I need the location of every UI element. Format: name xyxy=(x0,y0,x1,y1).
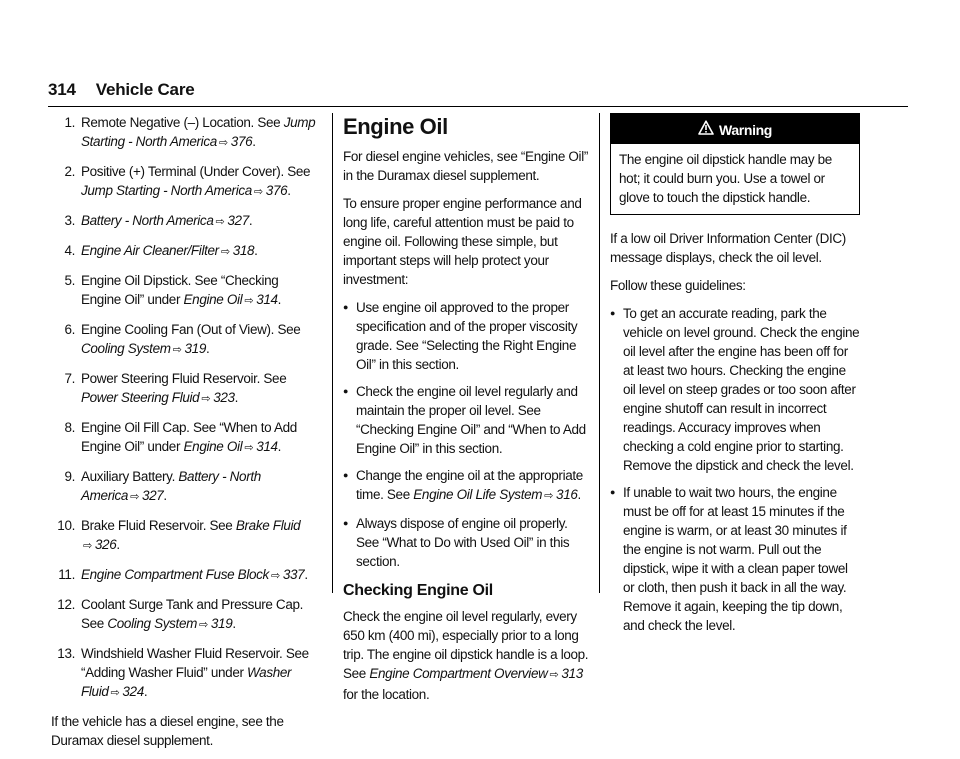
bullet-item: ● To get an accurate reading, park the vehicle on level ground. Check the engine oil level after the engine has been off for at least two hours. Checking the engine oil level on steep grades or too soon after engine shutoff can result in incorrect readings. Accuracy improves when checking a cold engine prior to starting. Remove the dipstick and check the level. xyxy=(610,304,860,475)
section-heading: Engine Oil xyxy=(343,114,448,139)
page-ref-arrow-icon xyxy=(214,213,228,228)
page-ref[interactable]: 376 xyxy=(265,183,288,198)
paragraph: Check the engine oil level regularly, every 650 km (400 mi), especially prior to a long trip. The engine oil dipstick handle is a loop. See Engine Compartment Overview⇨ 313 for the location. xyxy=(343,607,589,704)
cross-reference[interactable]: Engine Oil Life System xyxy=(413,487,543,502)
list-item: 12. Coolant Surge Tank and Pressure Cap. See Cooling System⇨ 319. xyxy=(48,595,318,635)
page-ref[interactable]: 323 xyxy=(213,390,235,405)
cross-reference[interactable]: Jump Starting - North America xyxy=(81,183,252,198)
warning-title: Warning xyxy=(718,122,773,138)
page-ref[interactable]: 314 xyxy=(256,439,278,454)
list-item: 10. Brake Fluid Reservoir. See Brake Fluid ⇨ 326. xyxy=(48,516,318,556)
page-ref-arrow-icon xyxy=(217,134,231,149)
column-divider xyxy=(332,113,333,593)
list-item: 9. Auxiliary Battery. Battery - North America⇨ 327. xyxy=(48,467,318,507)
page-ref-arrow-icon xyxy=(252,183,266,198)
list-item: 5. Engine Oil Dipstick. See “Checking Engine Oil” under Engine Oil⇨ 314. xyxy=(48,271,318,311)
column-divider xyxy=(599,113,600,593)
page-ref-arrow-icon xyxy=(242,292,256,307)
page-ref-arrow-icon xyxy=(109,684,123,699)
bullet-item: ● If unable to wait two hours, the engine must be off for at least 15 minutes if the engine is warm, or at least 30 minutes if the engine is not warm. Pull out the dipstick, wipe it with a clean paper towel or cloth, then push it back in all the way. Remove it again, keeping the tip down, and check the level. xyxy=(610,483,860,635)
page-title: Vehicle Care xyxy=(95,80,195,99)
page-ref[interactable]: 327 xyxy=(227,213,249,228)
page-header xyxy=(48,80,195,100)
cross-reference[interactable]: Brake Fluid xyxy=(235,518,301,533)
cross-reference[interactable]: Battery - North America xyxy=(81,469,261,503)
checking-guidelines-list xyxy=(610,304,860,635)
paragraph: Follow these guidelines: xyxy=(610,278,746,293)
bullet-item: ● Use engine oil approved to the proper specification and of the proper viscosity grade. See “Selecting the Right Engine Oil” in this section. xyxy=(343,298,589,374)
page-ref[interactable]: 337 xyxy=(282,567,305,582)
page-ref[interactable]: 314 xyxy=(256,292,278,307)
paragraph: For diesel engine vehicles, see “Engine Oil” in the Duramax diesel supplement. xyxy=(343,149,588,183)
page-ref[interactable]: 327 xyxy=(141,488,164,503)
page-ref[interactable]: 324 xyxy=(122,684,144,699)
cross-reference[interactable]: Engine Air Cleaner/Filter xyxy=(81,243,219,258)
bullet-item: ● Change the engine oil at the appropriate time. See Engine Oil Life System⇨ 316. xyxy=(343,466,589,506)
engine-compartment-list xyxy=(48,113,318,703)
cross-reference[interactable]: Battery - North America xyxy=(81,213,214,228)
page-ref-arrow-icon xyxy=(548,666,562,681)
page-ref[interactable]: 319 xyxy=(184,341,206,356)
list-item: 1. Remote Negative (–) Location. See Jump Starting - North America⇨ 376. xyxy=(48,113,318,153)
bullet-item: ● Always dispose of engine oil properly. See “What to Do with Used Oil” in this section. xyxy=(343,514,589,571)
warning-text: The engine oil dipstick handle may be hot; it could burn you. Use a towel or glove to touch the dipstick handle. xyxy=(619,152,832,205)
list-item: 8. Engine Oil Fill Cap. See “When to Add Engine Oil” under Engine Oil⇨ 314. xyxy=(48,418,318,458)
list-item: 13. Windshield Washer Fluid Reservoir. See “Adding Washer Fluid” under Washer Fluid⇨ 324. xyxy=(48,644,318,703)
warning-triangle-icon xyxy=(698,114,714,146)
diesel-note: If the vehicle has a diesel engine, see the Duramax diesel supplement. xyxy=(51,714,284,748)
paragraph: If a low oil Driver Information Center (DIC) message displays, check the oil level. xyxy=(610,231,846,265)
list-item: 7. Power Steering Fluid Reservoir. See Power Steering Fluid⇨ 323. xyxy=(48,369,318,409)
list-item: 11. Engine Compartment Fuse Block⇨ 337. xyxy=(48,565,318,586)
page-ref-arrow-icon xyxy=(269,567,283,582)
page-ref[interactable]: 318 xyxy=(232,243,255,258)
list-item: 6. Engine Cooling Fan (Out of View). See Cooling System⇨ 319. xyxy=(48,320,318,360)
oil-guidelines-list xyxy=(343,298,589,571)
page-ref-arrow-icon xyxy=(542,487,556,502)
warning-box xyxy=(610,113,860,215)
cross-reference[interactable]: Engine Compartment Fuse Block xyxy=(81,567,269,582)
bullet-item: ● Check the engine oil level regularly and maintain the proper oil level. See “Checking Engine Oil” and “When to Add Engine Oil” in this section. xyxy=(343,382,589,458)
left-column xyxy=(48,113,318,759)
page-ref-arrow-icon xyxy=(199,390,213,405)
page-number: 314 xyxy=(48,80,76,99)
paragraph: To ensure proper engine performance and long life, careful attention must be paid to engine oil. Following these simple, but important steps will help protect your investment: xyxy=(343,196,582,287)
warning-header xyxy=(611,114,859,144)
header-rule xyxy=(48,106,908,107)
page-ref[interactable]: 313 xyxy=(561,666,583,681)
cross-reference[interactable]: Jump Starting - North America xyxy=(81,115,316,149)
cross-reference[interactable]: Engine Compartment Overview xyxy=(369,666,548,681)
list-item: 4. Engine Air Cleaner/Filter⇨ 318. xyxy=(48,241,318,262)
cross-reference[interactable]: Washer Fluid xyxy=(81,665,292,699)
page-ref[interactable]: 376 xyxy=(230,134,253,149)
middle-column xyxy=(343,113,589,713)
cross-reference[interactable]: Cooling System xyxy=(81,341,171,356)
page-ref-arrow-icon xyxy=(197,616,211,631)
right-column xyxy=(610,113,860,643)
cross-reference[interactable]: Power Steering Fluid xyxy=(81,390,200,405)
subsection-heading: Checking Engine Oil xyxy=(343,582,493,599)
list-item: 2. Positive (+) Terminal (Under Cover). See Jump Starting - North America⇨ 376. xyxy=(48,162,318,202)
list-item: 3. Battery - North America⇨ 327. xyxy=(48,211,318,232)
cross-reference[interactable]: Engine Oil xyxy=(183,439,243,454)
page-ref[interactable]: 316 xyxy=(556,487,578,502)
page-ref-arrow-icon xyxy=(219,243,233,258)
page-ref[interactable]: 319 xyxy=(210,616,233,631)
page-ref-arrow-icon xyxy=(171,341,185,356)
page-ref[interactable]: 326 xyxy=(94,537,117,552)
cross-reference[interactable]: Cooling System xyxy=(107,616,198,631)
page-ref-arrow-icon xyxy=(242,439,256,454)
page-ref-arrow-icon xyxy=(81,537,95,552)
page-ref-arrow-icon xyxy=(128,488,142,503)
cross-reference[interactable]: Engine Oil xyxy=(183,292,243,307)
